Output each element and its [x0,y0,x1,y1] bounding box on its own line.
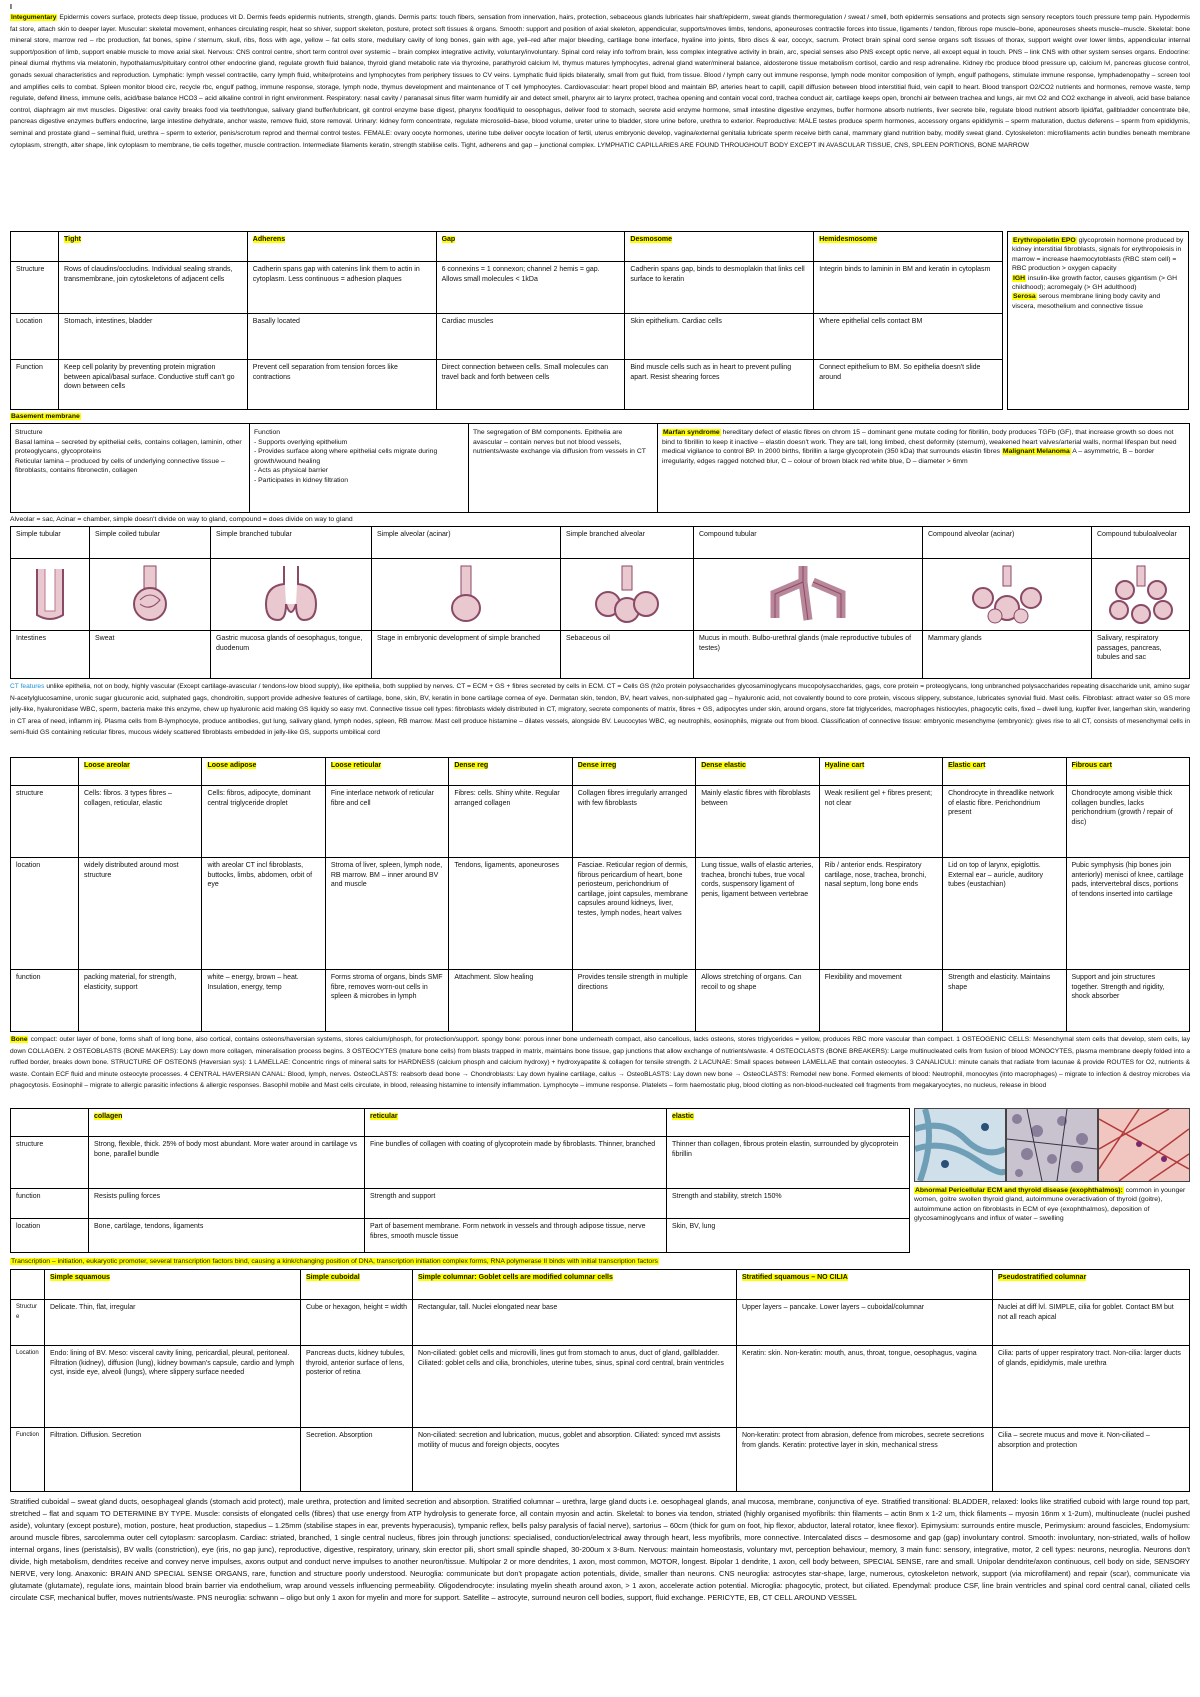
transcription-line: Transcription – initiation, eukaryotic promoter, several transcription factors bind, causing a kink/changing position of DNA, transcription initiation complex forms, RNA polymerase II binds with initial transcription factors [11,1258,658,1265]
elastic-micrograph [1098,1108,1190,1182]
table-cell: Part of basement membrane. Form network in vessels and through adipose tissue, nerve fibres, smooth muscle tissue [365,1219,667,1253]
fibres-header-cell: collagen [89,1109,365,1137]
row-label: structure [11,1137,89,1189]
gland-example: Mammary glands [923,631,1092,679]
table-cell: Prevent cell separation from tension forces like contractions [247,360,436,410]
gland-illustration [211,559,372,631]
table-cell: Pubic symphysis (hip bones join anteriorly) menisci of knee, cartilage pads, intervertebral discs, portions of tendons inserted into cartilage [1066,858,1190,970]
connective-tissue-table [10,757,1190,1032]
junctions-header-row [11,232,1003,262]
table-cell: Strength and stability, stretch 150% [667,1189,910,1219]
table-cell: Resists pulling forces [89,1189,365,1219]
table-cell: Connect epithelium to BM. So epithelia doesn't slide around [814,360,1003,410]
table-cell: Basally located [247,314,436,360]
junctions-header-cell: Gap [436,232,625,262]
ct-features-text: unlike epithelia, not on body, highly vascular (Except cartilage-avascular / tendons-low blood supply), like epithelia, both supplied by nerves. CT = ECM + GS + fibres secreted by cells in ECM. CT = Cells GS (h2o protein polysaccharides glycosaminoglycans mucopolysaccharides, gags, core protein = proteoglycans, long unbranched polysaccharides repeating disaccharide unit, amino sugar N-acetylglucosamine, uronic sugar glucuronic acid, sulphated gags, chondroitin, support provide adhesive features of cartilage, bone, skin, BV, keratin in bone cartilage cornea of eye. Dermatan skin, tendon, BV, heart valves, non-sulphated gag – hyaluronic acid, not covalently bound to core protein, viscous slippery, substance, lubricates synovial fluid. Mast cells. Fibroblast: attract water so GS more jelly-like, hyaluronidase WBC, sperm, bacteria make this enzyme, chew up hyaluronic acid making GS liquidy so easy mvt. Connective tissue cell types: fibroblasts widely distributed in CT, migratory, secrete components of matrix, fibres + GS, adipocytes under skin, around organs, store fat triglycerides, macrophages histiocytes, phagocytic cells, fixed – dwell lung, kupffer liver, langerhan skin, wandering in CT area of need, inflamm inj. Plasma cells from B-lymphocyte, produce antibodies, gut lung, salivary gland, lymph nodes, spleen, RB marrow. Mast cell produce histamine – dilates vessels, alongside BV. Leucocytes WBC, eg neutrophils, eosinophils, migrate out from blood. Classification of connective tissue: embryonic mesenchyme (embryonic): gives rise to all CT, consists of mesenchymal cells in semi-fluid GS containing reticular fibres, mucous widely scattered fibroblasts embedded in jelly-like GS, supports umbilical cord [10,683,1190,737]
table-cell: Cardiac muscles [436,314,625,360]
fibres-row [11,1189,910,1219]
ct-header-cell: Loose areolar [79,758,202,786]
gland-illustration [90,559,211,631]
table-cell: Stomach, intestines, bladder [59,314,248,360]
epithelia-header-cell: Stratified squamous – NO CILIA [737,1270,993,1300]
table-cell: Direct connection between cells. Small molecules can travel back and forth between cells [436,360,625,410]
gland-illustration [372,559,561,631]
table-cell: white – energy, brown – heat. Insulation, energy, temp [202,970,325,1032]
fibres-header-cell [11,1109,89,1137]
fibres-table [10,1108,910,1253]
intro-paragraph [10,12,1190,227]
epithelia-header-cell [11,1270,45,1300]
ct-header-cell: Loose adipose [202,758,325,786]
gland-illustration [11,559,90,631]
ct-header-cell: Fibrous cart [1066,758,1190,786]
table-cell: Integrin binds to laminin in BM and keratin in cytoplasm [814,262,1003,314]
table-cell: Weak resilient gel + fibres present; not clear [819,786,942,858]
junctions-header-cell: Desmosome [625,232,814,262]
table-cell: Rows of claudins/occludins. Individual sealing strands, transmembrane, join cytoskeletons of adjacent cells [59,262,248,314]
ct-header-cell: Dense elastic [696,758,819,786]
table-cell: Bone, cartilage, tendons, ligaments [89,1219,365,1253]
ct-row [11,858,1190,970]
epithelia-header-cell: Simple squamous [45,1270,301,1300]
epithelia-header-cell: Simple cuboidal [301,1270,413,1300]
side-note: Erythropoietin EPO glycoprotein hormone produced by kidney interstitial fibroblasts, signals for erythropoiesis in marrow = increase haemocytoblasts (RBC stem cell) = RBC production > oxygen capacity [1012,237,1184,273]
table-cell: Non-keratin: protect from abrasion, defence from microbes, secrete secretions from glands. Keratin: protective layer in skin, mechanical stress [737,1428,993,1492]
epithelia-header-row [11,1270,1190,1300]
gland-illustration [1092,559,1190,631]
table-cell: Lung tissue, walls of elastic arteries, trachea, bronchi tubes, true vocal cords, suspensory ligament of penis, ligament between vertebrae [696,858,819,970]
table-cell: Cilia – secrete mucus and move it. Non-ciliated – absorption and protection [993,1428,1190,1492]
gland-illustration [923,559,1092,631]
intro-heading: Integumentary [11,14,57,21]
collagen-micrograph [914,1108,1006,1182]
table-cell: Nuclei at diff lvl. SIMPLE, cilia for goblet. Contact BM but not all reach apical [993,1300,1190,1346]
ct-row [11,786,1190,858]
glands-examples-row [11,631,1190,679]
basement-function: Function - Supports overlying epithelium - Provides surface along where epithelial cells migrate during growth/wound healing - Acts as physical barrier - Participates in kidney filtration [250,424,469,512]
table-cell: Flexibility and movement [819,970,942,1032]
side-note: Serosa serous membrane lining body cavity and viscera, mesothelium and connective tissue [1012,293,1161,310]
row-label: Structure [11,1300,45,1346]
table-cell: Where epithelial cells contact BM [814,314,1003,360]
glands-image-row [11,559,1190,631]
table-cell: Upper layers – pancake. Lower layers – cuboidal/columnar [737,1300,993,1346]
table-cell: Bind muscle cells such as in heart to prevent pulling apart. Resist shearing forces [625,360,814,410]
junctions-header-cell [11,232,59,262]
table-cell: with areolar CT incl fibroblasts, buttocks, limbs, abdomen, orbit of eye [202,858,325,970]
row-label: structure [11,786,79,858]
table-cell: Strength and elasticity. Maintains shape [943,970,1066,1032]
fibres-row [11,1219,910,1253]
table-cell: Cells: fibros. 3 types fibres – collagen, reticular, elastic [79,786,202,858]
intro-text: Epidermis covers surface, protects deep tissue, produces vit D. Dermis feeds epidermis nutrients, strength, glands. Dermis parts: touch fibers, sensation from innervation, hairs, protection, sebaceous glands lubricates hair shaft/epiderm, sweat glands thermoregulation / sweat / smell, both epidermis sensations and protects sign sensory receptors touch pressure temp pain. Hypodermis fat store, attach skin to deeper layer. Muscular: skeletal movement, enhances circulating respir, heat so shiver, support skeleton, posture, protect soft tissues & organs. Smooth: support and position of axial skeleton, appendicular, supports/moves limbs, tendons, aponeuroses contractile forces into tissue, ligaments / tendon, fibrous rope muscle–bone, aponeuroses sheets muscle–muscle. Skeletal: bone mineral store, marrow red – rbc production, fat bones, spine / sternum, skull, ribs, floss with age, yellow – fat cells store, medullary cavity of long bones, gain with age, yell–red after major bleeding, cartilage bone interface, hyaline into joints, fibro discs & ear, coccyx, sacrum. Protect brain spinal cord sense organs soft tissues of thorax, support weight over lower limbs, appendicular internal support/position of limb, support enable muscle to move axial skel. Nervous: CNS control centre, short term control over systemic – brain complex integrative activity, voluntary/involuntary. Spinal cord relay info to/from brain, less complex integrative activity in brain, arc, special senses also PNS except optic nerve, all except equal in touch. PNS – link CNS with other system senses organs. Endocrine: pineal diurnal rhythms via melatonin, hypothalamus/pituitary control other endocrine gland, regulate growth fluid balance, thyroid gland metabolic rate via thyroxine, parathyroid calcium lvl, thymus matures lymphocytes, adrenal gland water/mineral balance, aldosterone tissue metabolism cortisol, cardio and resp adrenaline. Kidney rbc produce blood pressure up, calcium lvl, pancreas glucose control, gonads sexual characteristics and reproduction. Lymphatic: lymph vessel contractile, carry lymph fluid, white/proteins and lymphocytes from periphery tissues to CV veins. Lymphatic fluid lipids bilaterally, small from gut fluid, from tissue. Blood / lymph carry out immune response, lymph node monitor composition of lymph, engulf pathogens, stimulate immune response, lymphadenopathy – screen tool and amplifies cells to combat. Spleen monitor blood circ, recycle rbc, engulf pathog, immune response, storage, lymph node, thymus development and maintenance of T cell lymphocytes. Cardiovascular: heart propel blood and maintain BP, arteries heart to capill, capill diffusion between blood interstitial fluid, vein capill to heart. Blood transport O2/CO2 nutrients and hormones, remove waste, temp regulate, defend illness, immune cells, acid/base balance HCO3 – acid alkaline control in right environment. Respiratory: nasal cavity / paranasal sinus filter warm humidify air and detect smell, pharynx air to larynx protect, trachea opening and contain vocal cord, trachea conduct air, cartilage keeps open, bronchi air between trachea and lungs, air mvt O2 and CO2 exchange in alveoli, acid base balance control, diaphragm air mvt muscles. Digestive: oral cavity breaks food via teeth/tongue, salivary gland buffer/lubricant, git control enzyme base digest, pharynx food/liquid to oesophagus, deliver food to stomach, secrete acid enzyme hormone, small intestine digestive enzymes, buffer hormone absorb nutrients, liver secrete bile, regulate blood nutrient absorb lipid/fat, gallbladder concentrate bile, pancreas digestive enzymes buffers endocrine, large intestine dehydrate, anchor waste, remove fluid, store removal. Urinary: kidney form concentrate, regulate microsolid–base, blood volume, ureter urine to bladder, store urine before, urethra to exterior. Reproductive: MALE testes produce sperm hormones, accessory organs epididymis – sperm maturation, ductus deferens – sperm from epididymis, seminal and prostate gland – seminal fluid, urethra – sperm to exterior, penis/scrotum reprod and thermal control testes. FEMALE: ovary oocyte hormones, uterine tube deliver oocyte location of fertil, uterus embryonic develop, vagina/external genitalia lubricate sperm receive birth canal, mammary gland nutrition baby, modify sweat gland. Cytoskeleton: microfilaments actin bundles beneath membrane cytoplasm, strength, alter shape, link cytoplasm to membrane, tie cells together, muscle contraction. Intermediate filaments keratin, strength stabilise cells. Tight, adherens and gap – junctional complex. LYMPHATIC CAPILLARIES ARE FOUND THROUGHOUT BODY EXCEPT IN AVASCULAR TISSUE, CNS, SPLEEN PORTIONS, BONE MARROW [10,14,1190,149]
reticular-micrograph [1006,1108,1098,1182]
side-note: IGH insulin-like growth factor, causes gigantism (> GH childhood); acromegaly (> GH adulthood) [1012,274,1178,292]
table-cell: Fine interlace network of reticular fibre and cell [325,786,448,858]
junctions-row [11,314,1003,360]
bone-paragraph [10,1034,1190,1106]
gland-example: Stage in embryonic development of simple branched [372,631,561,679]
gland-example: Sebaceous oil [561,631,694,679]
row-label: location [11,1219,89,1253]
table-cell: Secretion. Absorption [301,1428,413,1492]
footer-paragraph: Stratified cuboidal – sweat gland ducts, oesophageal glands (stomach acid protect), male urethra, protection and limited secretion and absorption. Stratified columnar – urethra, large gland ducts i.e. oesophageal glands, anal mucosa, membrane, conjunctiva of eye. Stratified transitional: BLADDER, relaxed: looks like stratified cuboid with large round top part, stretched – flat and squam TO DETERMINE BY TYPE. Muscle: consists of elongated cells (fibres) that use energy from ATP hydrolysis to generate force, all contain myosin and actin. Skeletal: to bones via tendon, striated (highly organised myofibrils: thin filaments – actin 8nm x 1-2 um, thick filaments – myosin 16nm x 1-2um), multinucleate (nuclei pushed aside), voluntary (except posture), motion, posture, heat production, stapedius – 1.25mm (stabilise stapes in ear, prevents hyperacusis), tympanic reflex, bells palsy paralysis of facial nerve), sartorius – 60cm (thick for gum on foot, hip flexor, abductor, lateral rotator, knee flexor). Epimysium: surrounds entire muscle, Perimysium: around fascicles, Endomysium: around muscle fibres, sarcolemma outer cell cytoplasm: sarcoplasm. Cardiac: striated, branched, 1 single central nucleus, fibres join through junctions: specialised, conduction/electrical away through heart, less myofibrils, more connective. Intercalated discs – desmosome and gap (gap) involuntary control. Smooth: involuntary, non-striated, walls of hollow internal organs, lines (peristalsis), BV walls (constriction), eye (iris, no gap junc), reproductive, digestive, respiratory, urinary, skin erector pili, short small spindle shaped, 30-200um x 3-8um. Nervous: maintain homeostasis, voluntary mvt, perception behaviour, memory, 3 main func: sensory, integrative, motor, 2 cell types: neurons, neuroglia. Neurons don't divide, high metabolism, dendrites receive and convey nerve impulses, axons output and conduct nerve impulses to another neuron/tissue. Multipolar 2 or more dendrites, 1 axon, most common, MOTOR, longest. Bipolar 1 dendrite, 1 axon, cell body between, SPECIAL SENSE, rare and small. Unipolar dendrite/axon continuous, cell body on side, SENSORY NERVE, very long. Anaxonic: BRAIN AND SPECIAL SENSE ORGANS, rare, function and structure poorly understood. Neuroglia: communicate but don't propagate action potentials, divide, smaller than neurons. CNS neuroglia: astrocytes star-shape, large, numerous, cytoskeleton network, support (via microfilament) and repair (scar), communicate via glutamate (glutamate), regulate ions, maintain blood brain barrier via endothelium, wrap around vessels influencing permeability. Oligodendrocyte: insulating myelin sheath around axon, > 1 axon, accelerate action potential. Microglia: phagocytic, protect, but ciliated. Ependymal: produce CSF, line brain ventricles and spinal cord central canal, ciliated cells circulate CSF, mechanical buffer, moves nutrients/waste. PNS neuroglia: schwann – oligo but only 1 axon for myelin and more for support. Satellite – astrocyte, surround neuron cell bodies, support, fluid exchange. PERICYTE, EB, CT CELL AROUND VESSEL [10,1497,1190,1602]
table-cell: Stroma of liver, spleen, lymph node, RB marrow. BM – inner around BV and muscle [325,858,448,970]
tissue-micrographs [914,1108,1190,1182]
table-cell: Lid on top of larynx, epiglottis. External ear – auricle, auditory tubes (eustachian) [943,858,1066,970]
table-cell: Non-ciliated: goblet cells and microvilli, lines gut from stomach to anus, duct of gland, gallbladder. Ciliated: goblet cells and cilia, bronchioles, uterine tubes, sinus, spinal cord central, brain ventricles [413,1346,737,1428]
ct-header-cell: Dense irreg [572,758,695,786]
table-cell: Provides tensile strength in multiple directions [572,970,695,1032]
epithelia-table [10,1269,1190,1492]
bone-text: compact: outer layer of bone, forms shaft of long bone, also cortical, contains osteons/haversian systems, stores calcium/phosph, for protection/support. spongy bone: porous inner bone underneath compact, also cancellous, lacks osteons, stores triglycerides = yellow, produces RBC more vascular than compact. 1 OSTEOGENIC CELLS: Mesenchymal stem cells that develop, stem cells, lay down COLLAGEN. 2 OSTEOBLASTS (BONE MAKERS): Lay down more collagen, mineralisation process begins. 3 OSTEOCYTES (mature bone cells) from blasts trapped in matrix, maintains bone tissue, gap junctions that allow exchange of nutrients/waste. 4 OSTEOCLASTS (BONE BREAKERS): Large multinucleated cells from fusion of blood MONOCYTES, plasma membrane deeply folded into a ruffled border, breaks down bone. STRUCTURE OF OSTEONS (Haversian sys): 1 LAMELLAE: Concentric rings of mineral salts for HARDNESS (calcium phosph and calcium hydroxy) + hydroxyapatite & collagen for tensile strength. 2 LACUNAE: Small spaces between LAMELLAE that contain osteocytes. 3 CANALICULI: minute canals that radiate from lacunae & provide ROUTES for O2, nutrients & waste. Contain ECF fluid and minute osteocyte processes. 4 CENTRAL HAVERSIAN CANAL: Blood, lymph, nerves. OsteoCLASTS: reabsorb dead bone → Chondroblasts: Lay down hyaline cartilage, callus → OsteoBLASTS: Lay down new bone → OsteoCLASTS: Remodel new bone. Formed elements of blood: Neutrophil, monocytes (into macrophages) – migrate to infection & destroy microbes via phagocytosis. Eosinophil – migrate to allergic parasitic infections & allergic responses. Basophil mobile and Mast cells circulate, in blood, releasing histamine to intensify inflammation. Lymphocyte – immune response. Platelets – form haemostatic plug, blood clotting as non-blood-nucleated cell fragments from megakaryocytes, no nucleus, release in blood [10,1036,1190,1090]
gland-example: Intestines [11,631,90,679]
table-cell: Endo: lining of BV. Meso: visceral cavity lining, pericardial, pleural, peritoneal. Filtration (kidney), diffusion (lung), kidney bowman's capsule, cardio and lymph cyst, inside eye, alveoli (lungs), where slippery surface needed [45,1346,301,1428]
ct-features-paragraph [10,681,1190,753]
gland-example: Salivary, respiratory passages, pancreas, tubules and sac [1092,631,1190,679]
table-cell: Fine bundles of collagen with coating of glycoprotein made by fibroblasts. Thinner, branched [365,1137,667,1189]
ct-header-cell: Dense reg [449,758,572,786]
glands-table [10,526,1190,679]
row-label: Function [11,1428,45,1492]
junctions-header-cell: Hemidesmosome [814,232,1003,262]
row-label: Function [11,360,59,410]
table-cell: Chondrocyte in threadlike network of elastic fibre. Perichondrium present [943,786,1066,858]
table-cell: Skin, BV, lung [667,1219,910,1253]
table-cell: widely distributed around most structure [79,858,202,970]
table-cell: Filtration. Diffusion. Secretion [45,1428,301,1492]
row-label: function [11,1189,89,1219]
gland-type: Compound alveolar (acinar) [923,527,1092,559]
row-label: Structure [11,262,59,314]
table-cell: Chondrocyte among visible thick collagen bundles, lacks perichondrium (growth / repair of disc) [1066,786,1190,858]
table-cell: Rectangular, tall. Nuclei elongated near base [413,1300,737,1346]
ct-row [11,970,1190,1032]
table-cell: Strength and support [365,1189,667,1219]
junctions-row [11,360,1003,410]
ct-header-row [11,758,1190,786]
table-cell: Thinner than collagen, fibrous protein elastin, surrounded by glycoprotein fibrillin [667,1137,910,1189]
gland-type: Compound tubuloalveolar [1092,527,1190,559]
table-cell: Fibres: cells. Shiny white. Regular arranged collagen [449,786,572,858]
table-cell: Skin epithelium. Cardiac cells [625,314,814,360]
table-cell: Cadherin spans gap, binds to desmoplakin that links cell surface to keratin [625,262,814,314]
basement-banner: Basement membrane [11,413,80,420]
junctions-row [11,262,1003,314]
epithelia-header-cell: Pseudostratified columnar [993,1270,1190,1300]
junctions-header-cell: Tight [59,232,248,262]
junctions-header-cell: Adherens [247,232,436,262]
row-label: location [11,858,79,970]
ct-header-cell: Elastic cart [943,758,1066,786]
gland-example: Sweat [90,631,211,679]
table-cell: Cilia: parts of upper respiratory tract. Non-cilia: larger ducts of glands, epididymis, male urethra [993,1346,1190,1428]
ct-features-heading: CT features [10,683,45,690]
gland-type: Simple tubular [11,527,90,559]
gland-type: Simple coiled tubular [90,527,211,559]
row-label: function [11,970,79,1032]
table-cell: Fasciae. Reticular region of dermis, fibrous pericardium of heart, bone periosteum, perichondrium of cartilage, joint capsules, membrane capsules around kidneys, liver, testes, lymph nodes, heart valves [572,858,695,970]
table-cell: Rib / anterior ends. Respiratory cartilage, nose, trachea, bronchi, nasal septum, long bone ends [819,858,942,970]
epithelia-row [11,1346,1190,1428]
glands-header-row [11,527,1190,559]
row-label: Location [11,1346,45,1428]
gland-example: Gastric mucosa glands of oesophagus, tongue, duodenum [211,631,372,679]
bone-heading: Bone [11,1036,28,1043]
table-cell: packing material, for strength, elasticity, support [79,970,202,1032]
epithelia-row [11,1428,1190,1492]
fibres-side [914,1108,1190,1253]
table-cell: Cube or hexagon, height = width [301,1300,413,1346]
table-cell: 6 connexins = 1 connexon; channel 2 hemis = gap. Allows small molecules < 1kDa [436,262,625,314]
ct-header-cell [11,758,79,786]
basement-structure: Structure Basal lamina – secreted by epithelial cells, contains collagen, laminin, other proteoglycans, glycoproteins Reticular lamina – produced by cells of underlying connective tissue – fibroblasts, contains fibronectin, collagen [11,424,250,512]
table-cell: Support and join structures together. Strength and rigidity, shock absorber [1066,970,1190,1032]
gland-illustration [561,559,694,631]
table-cell: Strong, flexible, thick. 25% of body most abundant. More water around in cartilage vs bone, parallel bundle [89,1137,365,1189]
table-cell: Collagen fibres irregularly arranged with few fibroblasts [572,786,695,858]
gland-type: Compound tubular [694,527,923,559]
gland-type: Simple alveolar (acinar) [372,527,561,559]
table-cell: Cells: fibros, adipocyte, dominant central triglyceride droplet [202,786,325,858]
fibres-header-cell: elastic [667,1109,910,1137]
fibres-row [11,1137,910,1189]
fibres-section [10,1108,1190,1253]
row-label: Location [11,314,59,360]
gland-type: Simple branched tubular [211,527,372,559]
epithelia-header-cell: Simple columnar: Goblet cells are modified columnar cells [413,1270,737,1300]
junctions-section [10,231,1190,410]
gland-type: Simple branched alveolar [561,527,694,559]
table-cell: Delicate. Thin, flat, irregular [45,1300,301,1346]
fibres-header-cell: reticular [365,1109,667,1137]
table-cell: Tendons, ligaments, aponeuroses [449,858,572,970]
table-cell: Forms stroma of organs, binds SMF fibre, removes worn-out cells in spleen & microbes in lymph [325,970,448,1032]
table-cell: Non-ciliated: secretion and lubrication, mucus, goblet and absorption. Ciliated: synced mvt assists motility of mucus and foreign objects, oocytes [413,1428,737,1492]
marfan-note: Marfan syndrome hereditary defect of elastic fibres on chrom 15 – dominant gene mutate coding for fibrillin, body produces TGFb (GF), that increase growth so does not bind to fibrillin to keep it inactive – elastin doesn't work. They are tall, long limbed, chest deformity (sternum), weakened heart valves/arterial walls, normal lifespan but need medical vigilance to control BP. In 2000 births, fibrillin a large glycoprotein (350 kDa) that surrounds elastin fibres Malignant Melanoma A – asymmetric, B – border irregularity, edges ragged notched blur, C – colour of brown black red white blue, D – diameter > 6mm [662,429,1177,465]
table-cell: Keratin: skin. Non-keratin: mouth, anus, throat, tongue, oesophagus, vagina [737,1346,993,1428]
ct-header-cell: Loose reticular [325,758,448,786]
table-cell: Mainly elastic fibres with fibroblasts between [696,786,819,858]
epithelia-row [11,1300,1190,1346]
table-cell: Cadherin spans gap with catenins link them to actin in cytoplasm. Less continuous = adhesion plaques [247,262,436,314]
gland-illustration [694,559,923,631]
table-cell: Pancreas ducts, kidney tubules, thyroid, anterior surface of lens, posterior of retina [301,1346,413,1428]
junctions-table [10,231,1003,410]
junctions-side-notes [1007,231,1189,410]
header-mark: I [10,4,12,11]
fibres-header-row [11,1109,910,1137]
basement-segregation: The segregation of BM components. Epithelia are avascular – contain nerves but not blood vessels, nutrients/waste exchange via diffusion from vessels in CT [469,424,658,512]
basement-section [10,423,1190,513]
table-cell: Attachment. Slow healing [449,970,572,1032]
gland-example: Mucus in mouth. Bulbo-urethral glands (male reproductive tubules of testes) [694,631,923,679]
exophthalmos-note: Abnormal Pericellular ECM and thyroid disease (exophthalmos): common in younger women, goitre swollen thyroid gland, autoimmune overactivation of thyroid (goitre), autoimmune action on fibroblasts in ECM of eye (exophthalmos), deposition of glycosaminoglycans and influx of water – swelling [914,1187,1186,1223]
ct-header-cell: Hyaline cart [819,758,942,786]
study-sheet [10,4,1190,1692]
glands-caption: Alveolar = sac, Acinar = chamber, simple doesn't divide on way to gland, compound = does divide on way to gland [10,516,353,523]
table-cell: Keep cell polarity by preventing protein migration between apical/basal surface. Conductive stuff can't go down between cells [59,360,248,410]
table-cell: Allows stretching of organs. Can recoil to og shape [696,970,819,1032]
